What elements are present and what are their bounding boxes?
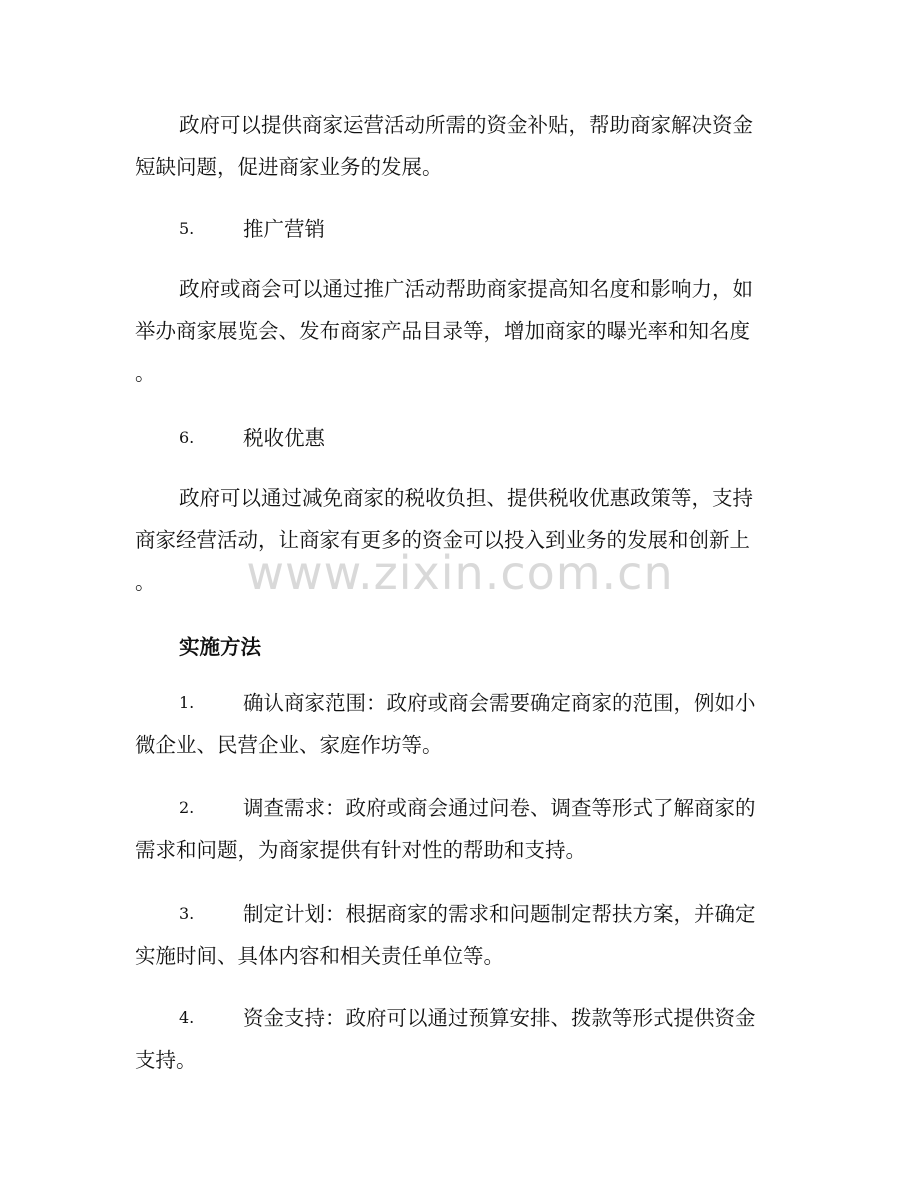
step-text: 确认商家范围：政府或商会需要确定商家的范围，例如小 (243, 691, 756, 715)
paragraph-line: 商家经营活动，让商家有更多的资金可以投入到业务的发展和创新上 (135, 528, 750, 552)
step-text-continuation: 微企业、民营企业、家庭作坊等。 (135, 733, 443, 757)
paragraph-promotion (135, 268, 775, 394)
step-3 (135, 893, 775, 977)
paragraph-line: 短缺问题，促进商家业务的发展。 (135, 155, 443, 179)
section-heading-text: 实施方法 (179, 635, 261, 659)
step-2 (135, 787, 775, 871)
list-item-title: 税收优惠 (243, 426, 325, 450)
step-number: 1. (179, 693, 195, 712)
step-number: 4. (179, 1008, 195, 1027)
step-number: 3. (179, 904, 195, 923)
paragraph-line: 政府可以通过减免商家的税收负担、提供税收优惠政策等，支持 (179, 486, 753, 510)
list-number: 5. (179, 219, 195, 238)
paragraph-line: 。 (135, 361, 156, 385)
list-item-6 (135, 417, 775, 459)
step-number: 2. (179, 798, 195, 817)
paragraph-line: 。 (135, 570, 156, 594)
step-4 (135, 997, 775, 1081)
watermark: www.zixin.com.cn (246, 546, 674, 600)
paragraph-line: 政府或商会可以通过推广活动帮助商家提高知名度和影响力，如 (179, 277, 753, 301)
step-text: 调查需求：政府或商会通过问卷、调查等形式了解商家的 (243, 796, 756, 820)
list-item-title: 推广营销 (243, 217, 325, 241)
paragraph-tax (135, 477, 775, 603)
step-text: 制定计划：根据商家的需求和问题制定帮扶方案，并确定 (243, 902, 756, 926)
list-item-5 (135, 208, 775, 250)
step-text: 资金支持：政府可以通过预算安排、拨款等形式提供资金 (243, 1006, 756, 1030)
list-number: 6. (179, 428, 195, 447)
paragraph-subsidy (135, 104, 775, 188)
step-text-continuation: 实施时间、具体内容和相关责任单位等。 (135, 944, 504, 968)
section-heading (135, 626, 775, 668)
paragraph-line: 政府可以提供商家运营活动所需的资金补贴，帮助商家解决资金 (179, 113, 753, 137)
paragraph-line: 举办商家展览会、发布商家产品目录等，增加商家的曝光率和知名度 (135, 319, 750, 343)
step-text-continuation: 支持。 (135, 1048, 197, 1072)
step-text-continuation: 需求和问题，为商家提供有针对性的帮助和支持。 (135, 838, 586, 862)
step-1 (135, 682, 775, 766)
